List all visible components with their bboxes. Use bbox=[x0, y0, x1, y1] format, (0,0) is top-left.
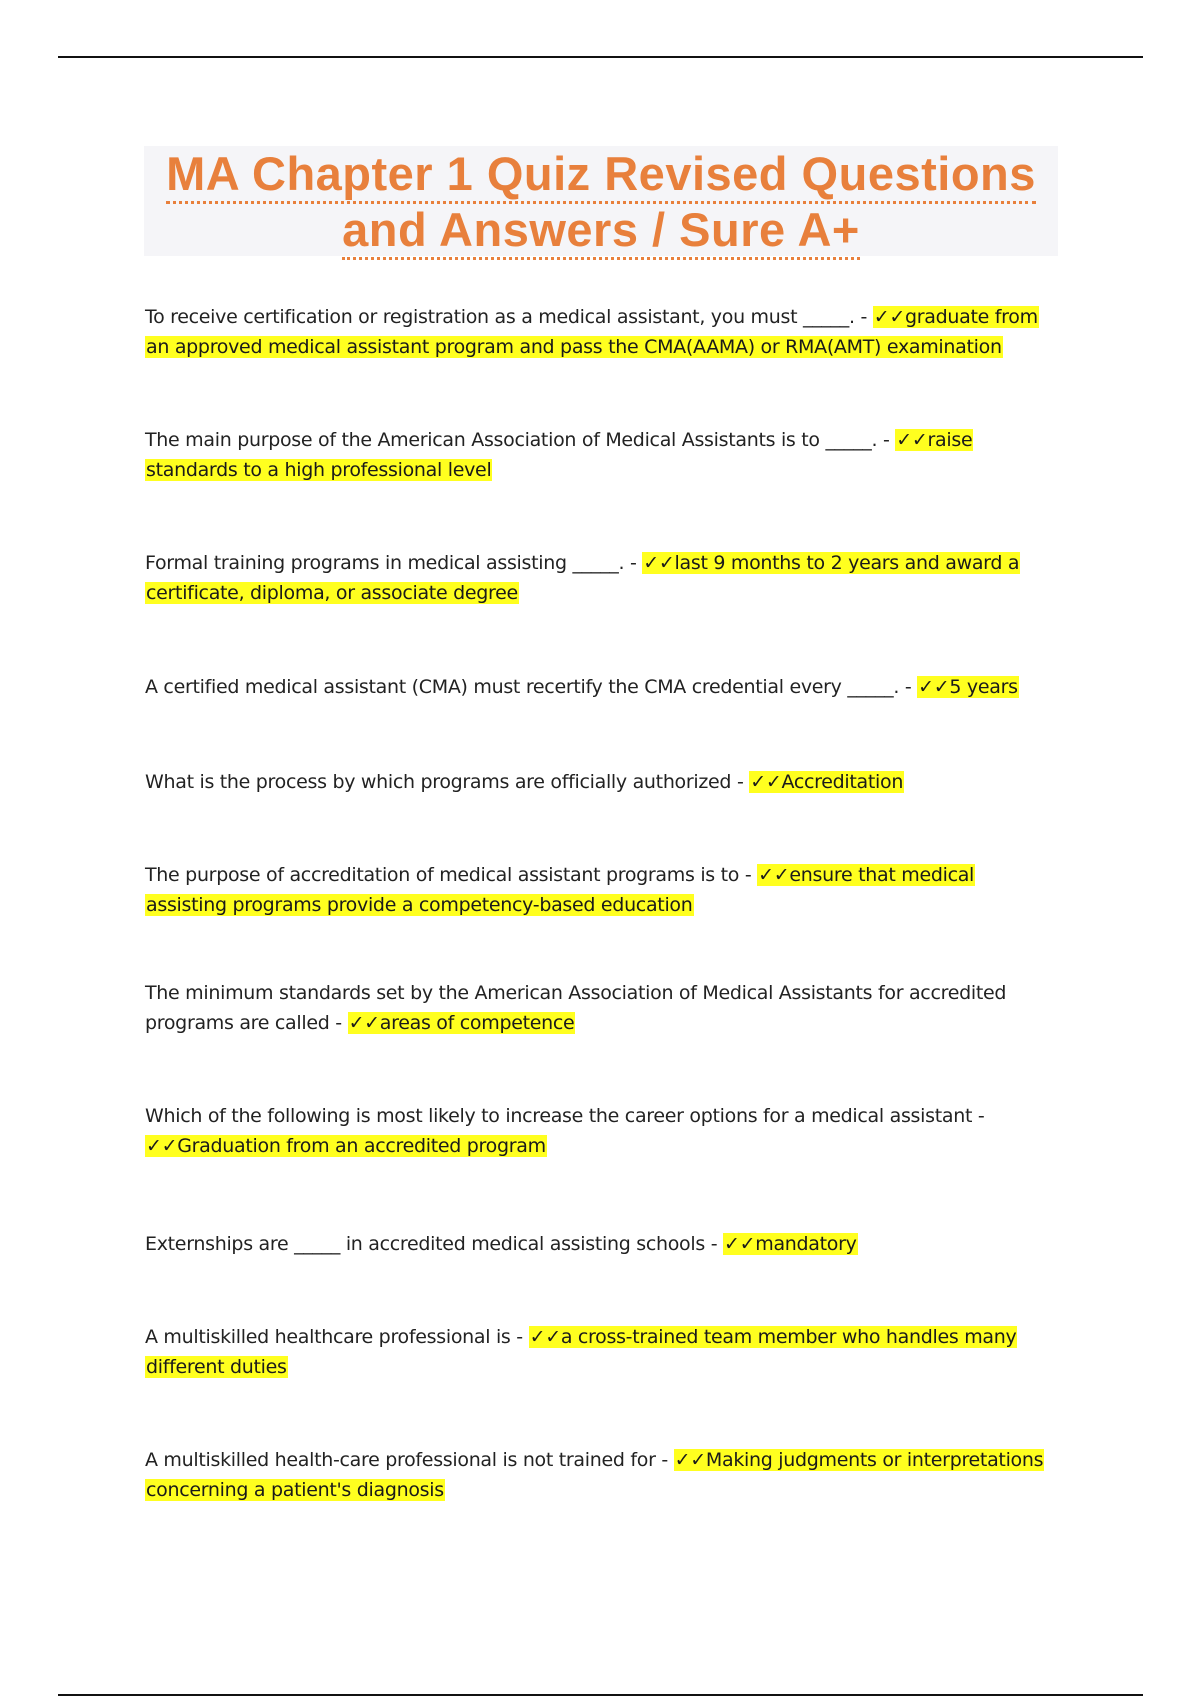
answer-highlight: ✓✓mandatory bbox=[724, 1233, 857, 1255]
title-line-1: MA Chapter 1 Quiz Revised Questions bbox=[166, 147, 1036, 204]
question-text: A multiskilled health-care professional is not trained for bbox=[145, 1449, 656, 1471]
answer-highlight: ✓✓Graduation from an accredited program bbox=[146, 1135, 546, 1157]
question-text: Which of the following is most likely to increase the career options for a medical assistant bbox=[145, 1105, 973, 1127]
answer-highlight: ✓✓raise standards to a high professional level bbox=[146, 429, 973, 481]
answer-highlight: ✓✓last 9 months to 2 years and award a certificate, diploma, or associate degree bbox=[146, 552, 1020, 604]
answer-highlight: ✓✓graduate from an approved medical assistant program and pass the CMA(AAMA) or RMA(AMT) examination bbox=[146, 306, 1038, 358]
answer-highlight: ✓✓5 years bbox=[918, 676, 1018, 698]
bottom-rule bbox=[58, 1694, 1143, 1696]
qa-item: A multiskilled health-care professional is not trained for - ✓✓Making judgments or interpretations concerning a patient's diagnosis bbox=[145, 1449, 1044, 1501]
question-text: Externships are _____ in accredited medical assisting schools bbox=[145, 1233, 705, 1255]
qa-item: What is the process by which programs are officially authorized - ✓✓Accreditation bbox=[145, 771, 904, 793]
title-line-2: and Answers / Sure A+ bbox=[342, 203, 860, 260]
document-title bbox=[144, 146, 1058, 256]
qa-item: The main purpose of the American Association of Medical Assistants is to _____. - ✓✓raise standards to a high professional level bbox=[145, 429, 973, 481]
answer-highlight: ✓✓Making judgments or interpretations concerning a patient's diagnosis bbox=[146, 1449, 1044, 1501]
question-text: A certified medical assistant (CMA) must recertify the CMA credential every _____. bbox=[145, 676, 900, 698]
answer-highlight: ✓✓areas of competence bbox=[348, 1012, 575, 1034]
qa-item: The purpose of accreditation of medical assistant programs is to - ✓✓ensure that medical assisting programs provide a competency-based education bbox=[145, 864, 975, 916]
qa-item: The minimum standards set by the American Association of Medical Assistants for accredited programs are called - ✓✓areas of competence bbox=[145, 982, 1007, 1034]
qa-item: Which of the following is most likely to increase the career options for a medical assistant - ✓✓Graduation from an accredited program bbox=[145, 1105, 985, 1157]
question-text: The main purpose of the American Association of Medical Assistants is to _____. bbox=[145, 429, 878, 451]
top-rule bbox=[58, 56, 1143, 58]
answer-highlight: ✓✓a cross-trained team member who handles many different duties bbox=[146, 1326, 1017, 1378]
qa-item: A certified medical assistant (CMA) must recertify the CMA credential every _____. - ✓✓5 years bbox=[145, 676, 1018, 698]
question-text: The purpose of accreditation of medical assistant programs is to bbox=[145, 864, 740, 886]
question-text: Formal training programs in medical assisting _____. bbox=[145, 552, 625, 574]
question-text: What is the process by which programs are officially authorized bbox=[145, 771, 732, 793]
qa-item: To receive certification or registration as a medical assistant, you must _____. - ✓✓graduate from an approved medical assistant program and pass the CMA(AAMA) or RMA(AMT) examination bbox=[145, 306, 1038, 358]
qa-item: A multiskilled healthcare professional is - ✓✓a cross-trained team member who handles many different duties bbox=[145, 1326, 1017, 1378]
answer-highlight: ✓✓ensure that medical assisting programs provide a competency-based education bbox=[146, 864, 975, 916]
qa-item: Externships are _____ in accredited medical assisting schools - ✓✓mandatory bbox=[145, 1233, 857, 1255]
answer-highlight: ✓✓Accreditation bbox=[750, 771, 904, 793]
question-text: A multiskilled healthcare professional is bbox=[145, 1326, 511, 1348]
question-text: The minimum standards set by the American Association of Medical Assistants for accredited programs are called bbox=[145, 982, 1007, 1034]
qa-item: Formal training programs in medical assisting _____. - ✓✓last 9 months to 2 years and award a certificate, diploma, or associate degree bbox=[145, 552, 1020, 604]
question-text: To receive certification or registration as a medical assistant, you must _____. bbox=[145, 306, 855, 328]
